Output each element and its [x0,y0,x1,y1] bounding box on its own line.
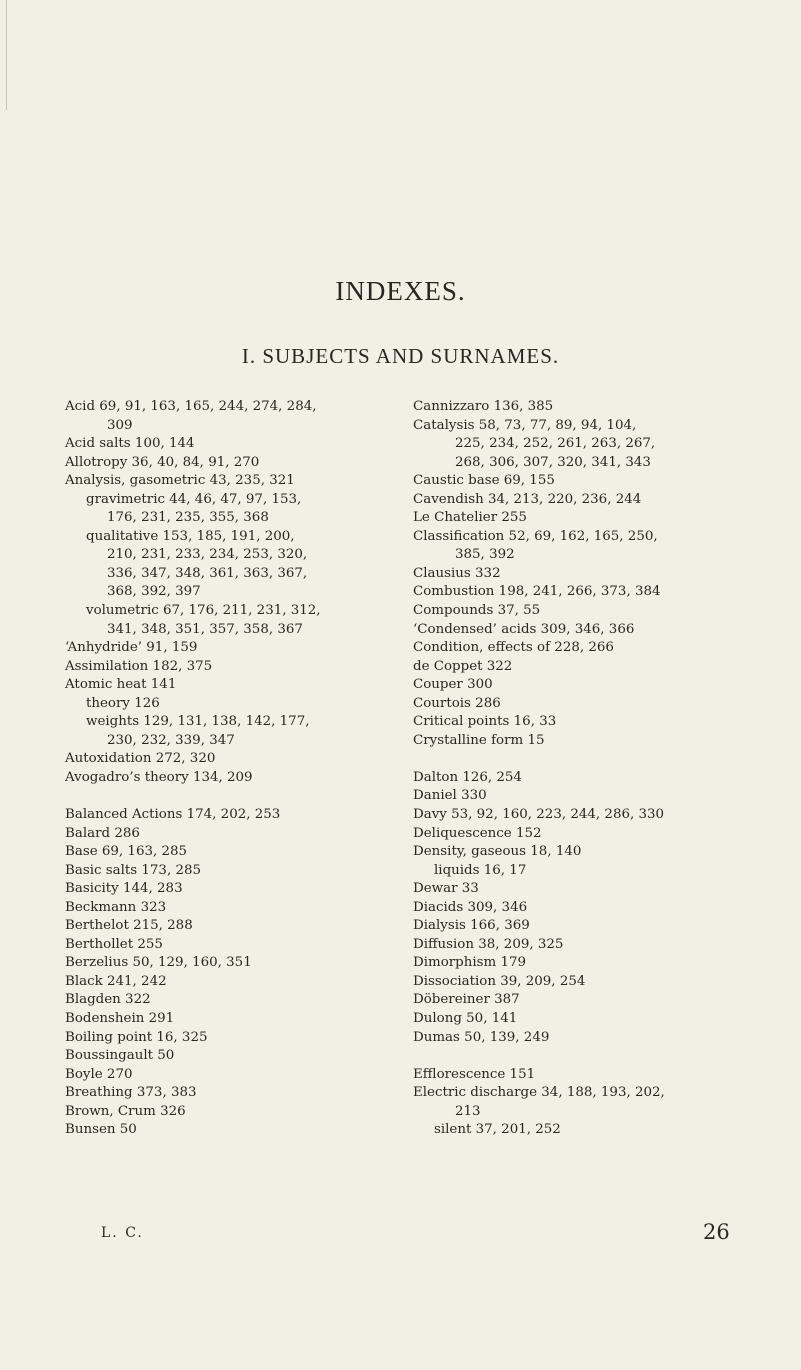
index-entry: Dumas 50, 139, 249 [413,1029,550,1045]
index-entry: Deliquescence 152 [413,825,542,841]
index-column-right [413,398,748,1140]
index-entry: Berzelius 50, 129, 160, 351 [65,955,252,971]
index-entry: Acid salts 100, 144 [65,436,195,452]
index-entry: ‘Condensed’ acids 309, 346, 366 [413,621,635,637]
index-entry: Avogadro’s theory 134, 209 [65,769,253,785]
index-subentry: weights 129, 131, 138, 142, 177, [86,714,310,730]
index-subentry: qualitative 153, 185, 191, 200, [86,528,295,544]
index-entry: Davy 53, 92, 160, 223, 244, 286, 330 [413,806,665,822]
index-entry: Diacids 309, 346 [413,899,528,915]
index-entry: Beckmann 323 [65,899,167,915]
index-entry: Bunsen 50 [65,1122,137,1138]
index-subentry: silent 37, 201, 252 [434,1122,561,1138]
index-column-left [65,398,375,1140]
index-entry: Efflorescence 151 [413,1066,536,1082]
index-subentry: 176, 231, 235, 355, 368 [107,510,269,526]
index-entry: Courtois 286 [413,695,501,711]
index-entry: Condition, effects of 228, 266 [413,640,614,656]
index-subentry: volumetric 67, 176, 211, 231, 312, [86,603,321,619]
index-entry: Dialysis 166, 369 [413,918,530,934]
index-entry: Critical points 16, 33 [413,714,557,730]
index-section-gap [413,750,748,769]
index-entry: Crystalline form 15 [413,732,545,748]
index-entry: Basic salts 173, 285 [65,862,202,878]
index-entry: Cannizzaro 136, 385 [413,399,554,414]
index-subentry: 368, 392, 397 [107,584,201,600]
index-subentry: liquids 16, 17 [434,862,527,878]
index-entry: Dulong 50, 141 [413,1011,518,1026]
index-entry: Daniel 330 [413,788,487,804]
index-entry: Atomic heat 141 [65,677,177,693]
index-entry: Breathing 373, 383 [65,1085,197,1101]
index-entry: Berthelot 215, 288 [65,918,193,934]
index-entry: Döbereiner 387 [413,992,520,1008]
index-subentry: 210, 231, 233, 234, 253, 320, [107,547,308,563]
index-entry: Dalton 126, 254 [413,769,522,785]
index-subentry: 225, 234, 252, 261, 263, 267, [455,436,656,452]
index-entry: Basicity 144, 283 [65,881,183,897]
index-entry: Base 69, 163, 285 [65,844,188,860]
index-entry: Classification 52, 69, 162, 165, 250, [413,528,658,544]
page-edge-line [6,0,7,110]
index-entry: Autoxidation 272, 320 [65,751,216,767]
section-heading: I. SUBJECTS AND SURNAMES. [241,344,560,368]
index-entry: Dissociation 39, 209, 254 [413,973,586,989]
index-subentry: gravimetric 44, 46, 47, 97, 153, [86,491,302,507]
signature-mark: L. C. [101,1225,144,1241]
index-entry: Balanced Actions 174, 202, 253 [65,806,281,822]
index-subentry: 336, 347, 348, 361, 363, 367, [107,565,308,581]
index-subentry: 213 [455,1103,481,1119]
index-entry: Boussingault 50 [65,1048,175,1064]
index-entry: Cavendish 34, 213, 220, 236, 244 [413,491,642,507]
index-section-gap [413,1047,748,1066]
index-subentry: theory 126 [86,695,160,711]
index-entry: Dimorphism 179 [413,955,527,971]
index-entry: Balard 286 [65,825,140,841]
index-entry: de Coppet 322 [413,658,513,674]
index-entry: Combustion 198, 241, 266, 373, 384 [413,584,661,600]
index-entry: Acid 69, 91, 163, 165, 244, 274, 284, [65,399,317,414]
index-entry: Electric discharge 34, 188, 193, 202, [413,1085,665,1101]
index-entry: Clausius 332 [413,565,501,581]
index-entry: Density, gaseous 18, 140 [413,844,582,860]
index-entry: Berthollet 255 [65,936,163,952]
index-entry: Dewar 33 [413,881,479,897]
index-entry: Allotropy 36, 40, 84, 91, 270 [65,454,260,470]
page-title: INDEXES. [335,276,466,306]
index-entry: Blagden 322 [65,992,151,1008]
index-subentry: 385, 392 [455,547,515,563]
index-entry: ‘Anhydride’ 91, 159 [65,640,198,656]
index-entry: Brown, Crum 326 [65,1103,186,1119]
index-entry: Analysis, gasometric 43, 235, 321 [65,473,295,489]
index-subentry: 341, 348, 351, 357, 358, 367 [107,621,303,637]
index-entry: Caustic base 69, 155 [413,473,555,489]
index-entry: Le Chatelier 255 [413,510,527,526]
index-section-gap [65,787,375,806]
index-entry: Black 241, 242 [65,973,167,989]
index-subentry: 309 [107,417,133,433]
index-entry: Diffusion 38, 209, 325 [413,936,564,952]
index-entry: Catalysis 58, 73, 77, 89, 94, 104, [413,417,637,433]
index-entry: Assimilation 182, 375 [65,658,213,674]
index-subentry: 268, 306, 307, 320, 341, 343 [455,454,651,470]
page-number: 26 [703,1220,730,1244]
index-entry: Boyle 270 [65,1066,133,1082]
index-entry: Compounds 37, 55 [413,603,541,619]
index-subentry: 230, 232, 339, 347 [107,732,235,748]
index-entry: Bodenshein 291 [65,1011,175,1026]
index-entry: Boiling point 16, 325 [65,1029,208,1045]
index-entry: Couper 300 [413,677,493,693]
